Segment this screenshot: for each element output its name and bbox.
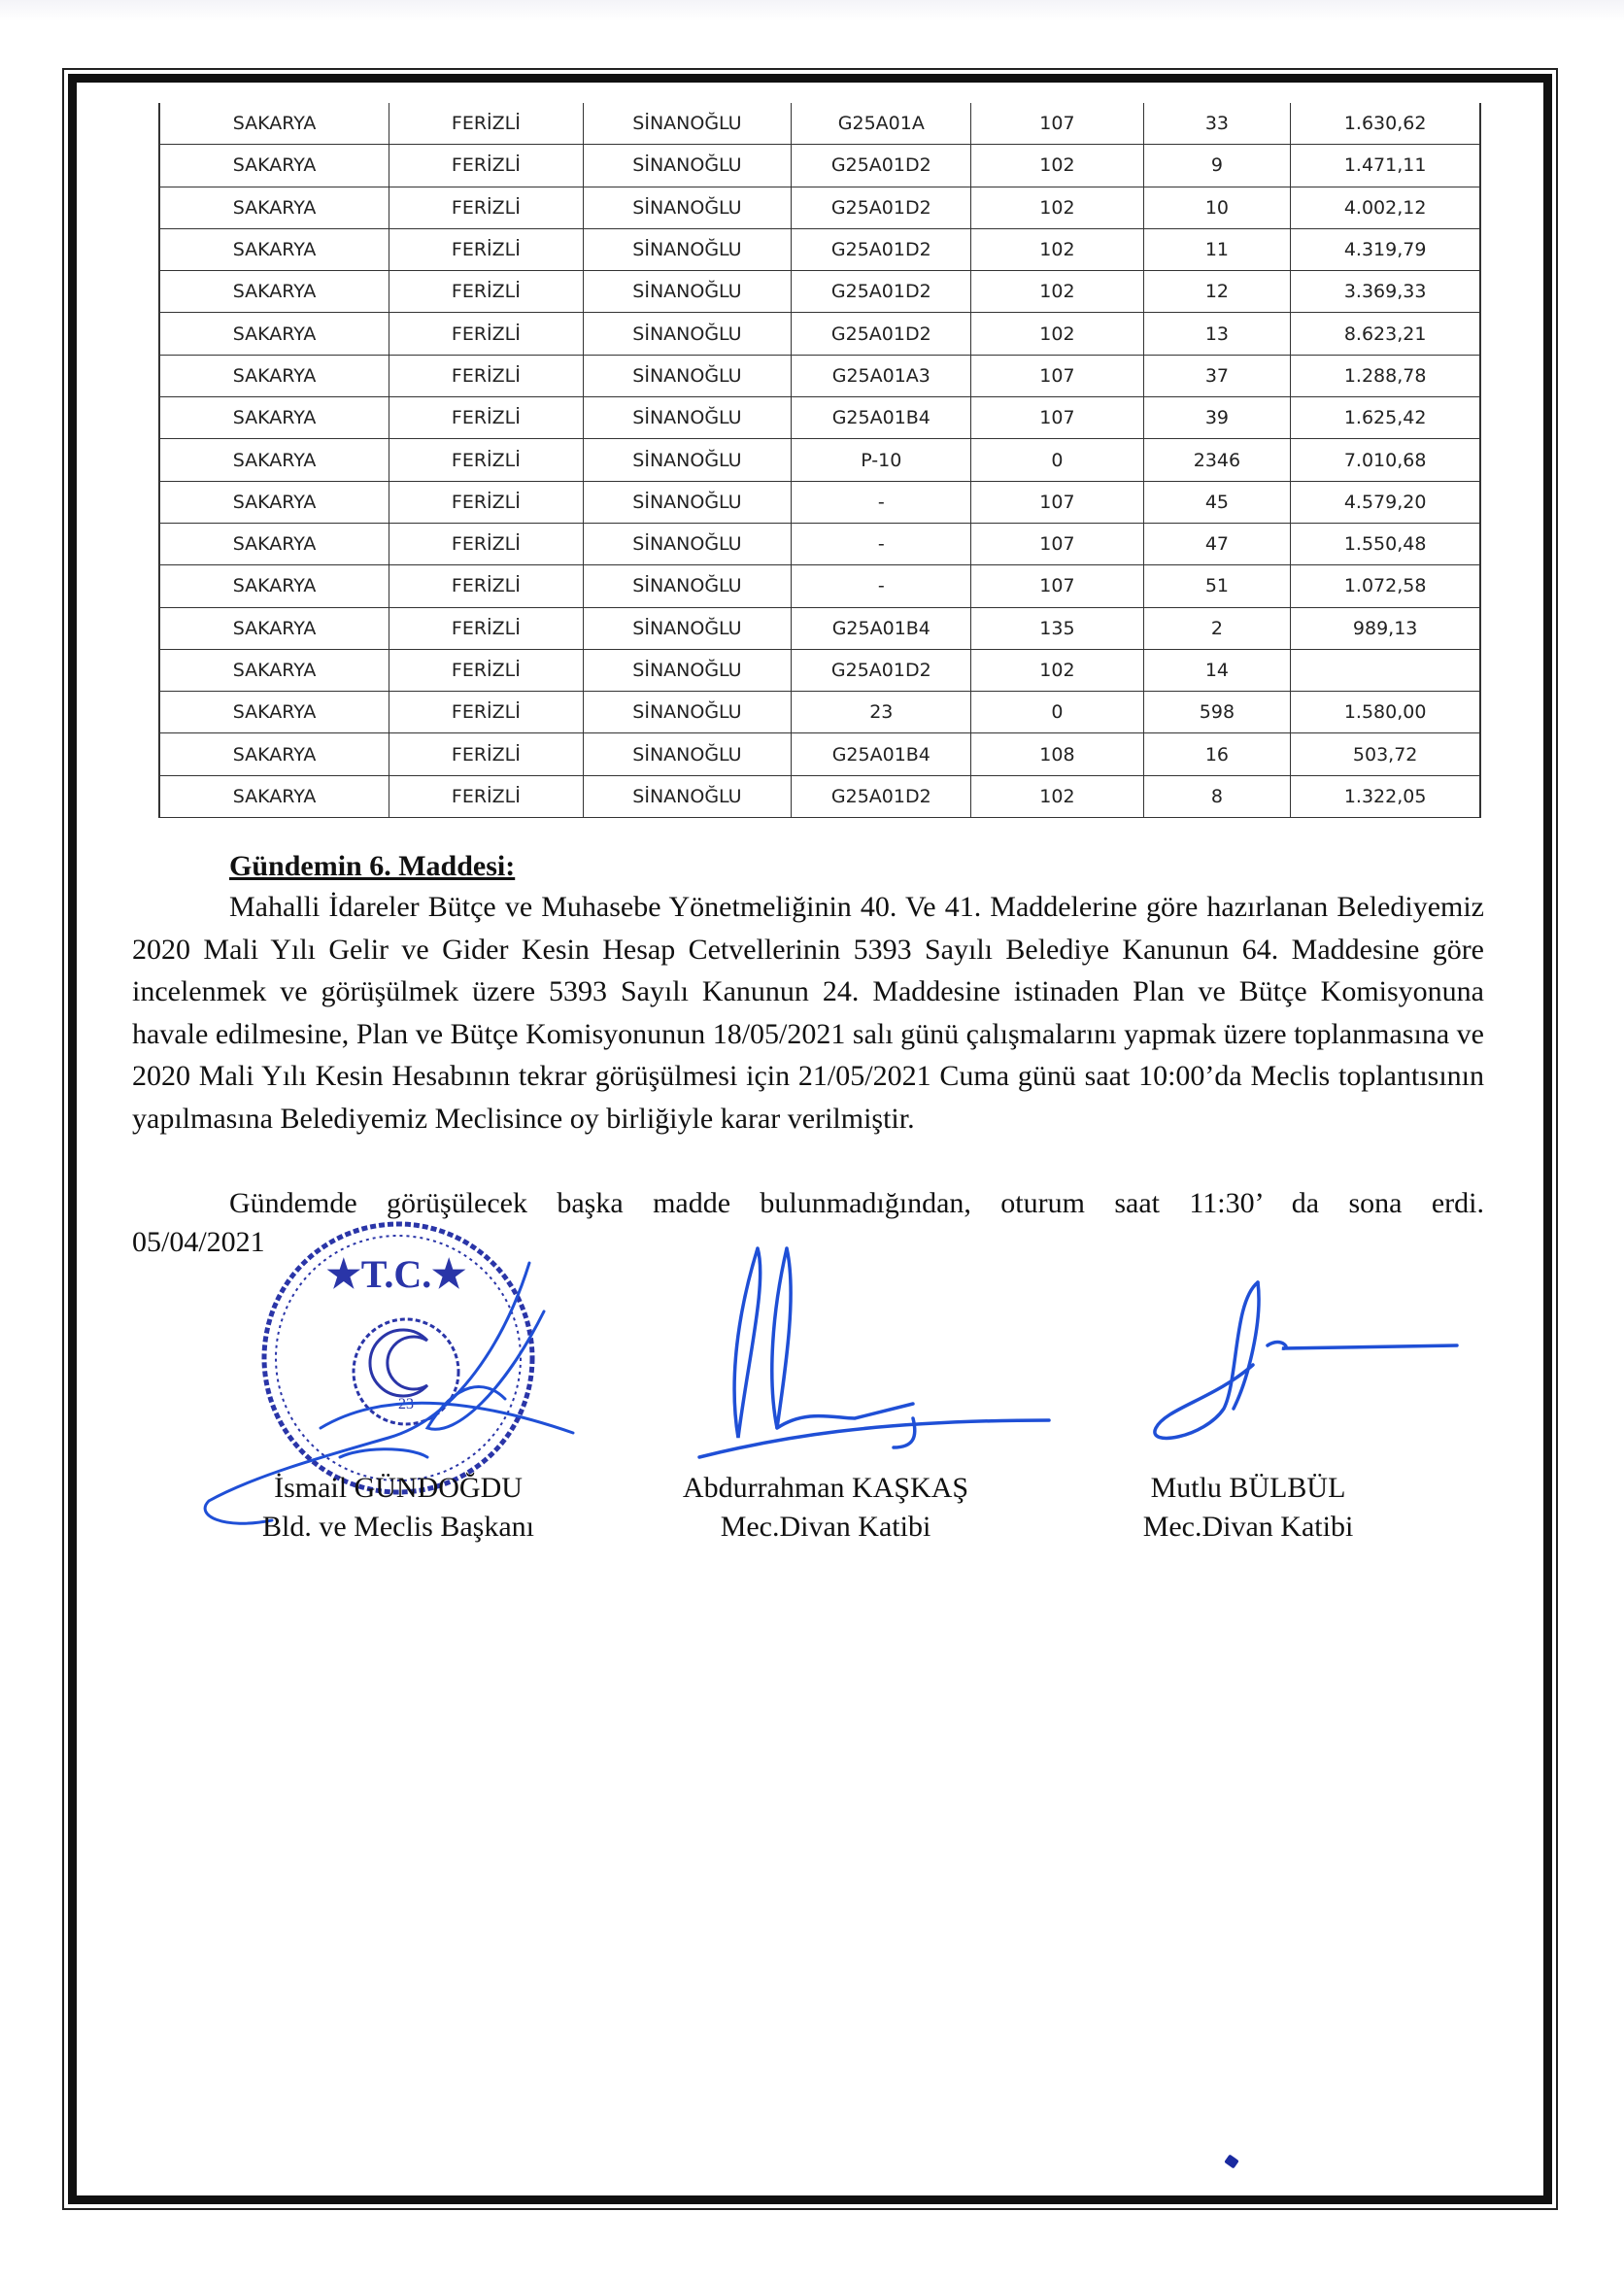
table-row: [159, 103, 1480, 145]
parcel-table-body: [159, 103, 1480, 818]
table-cell: 503,72: [1291, 733, 1480, 775]
table-cell: FERİZLİ: [389, 565, 583, 607]
signatory-mayor: [223, 1469, 573, 1547]
table-cell: 2: [1143, 607, 1291, 649]
table-cell: 0: [971, 439, 1143, 481]
agenda-section: [132, 847, 1484, 1225]
agenda-heading: Gündemin 6. Maddesi:: [229, 850, 516, 882]
table-cell: SAKARYA: [159, 397, 389, 439]
table-cell: FERİZLİ: [389, 733, 583, 775]
table-cell: 23: [792, 692, 971, 733]
table-cell: 107: [971, 397, 1143, 439]
table-row: [159, 733, 1480, 775]
table-cell: 1.471,11: [1291, 145, 1480, 187]
table-row: [159, 692, 1480, 733]
table-cell: G25A01A3: [792, 355, 971, 396]
table-cell: FERİZLİ: [389, 649, 583, 691]
table-cell: 102: [971, 228, 1143, 270]
table-cell: 1.580,00: [1291, 692, 1480, 733]
table-cell: 8: [1143, 775, 1291, 817]
table-cell: -: [792, 523, 971, 564]
signatory-title: Bld. ve Meclis Başkanı: [262, 1511, 534, 1543]
table-row: [159, 397, 1480, 439]
table-cell: G25A01B4: [792, 397, 971, 439]
signatory-name: İsmail GÜNDOĞDU: [274, 1472, 523, 1504]
table-cell: SİNANOĞLU: [583, 103, 792, 145]
table-cell: 989,13: [1291, 607, 1480, 649]
table-cell: 33: [1143, 103, 1291, 145]
table-cell: G25A01D2: [792, 187, 971, 228]
table-row: [159, 565, 1480, 607]
table-cell: SİNANOĞLU: [583, 271, 792, 313]
table-cell: 102: [971, 271, 1143, 313]
table-row: [159, 607, 1480, 649]
table-row: [159, 313, 1480, 355]
table-cell: 13: [1143, 313, 1291, 355]
table-cell: SİNANOĞLU: [583, 565, 792, 607]
table-row: [159, 271, 1480, 313]
table-cell: G25A01B4: [792, 733, 971, 775]
table-cell: 107: [971, 103, 1143, 145]
signatory-name: Abdurrahman KAŞKAŞ: [682, 1472, 969, 1504]
table-row: [159, 649, 1480, 691]
table-cell: FERİZLİ: [389, 103, 583, 145]
table-cell: FERİZLİ: [389, 355, 583, 396]
table-cell: G25A01D2: [792, 228, 971, 270]
table-cell: -: [792, 481, 971, 523]
table-cell: SAKARYA: [159, 775, 389, 817]
table-cell: 7.010,68: [1291, 439, 1480, 481]
table-row: [159, 228, 1480, 270]
table-cell: G25A01D2: [792, 145, 971, 187]
table-cell: FERİZLİ: [389, 607, 583, 649]
table-cell: FERİZLİ: [389, 187, 583, 228]
table-cell: 1.625,42: [1291, 397, 1480, 439]
agenda-body: Mahalli İdareler Bütçe ve Muhasebe Yönetmeliğinin 40. Ve 41. Maddelerine göre hazırlanan Belediyemiz 2020 Mali Yılı Gelir ve Gider Kesin Hesap Cetvellerinin 5393 Sayılı Belediye Kanunun 64. Maddesine göre incelenmek ve görüşülmek üzere 5393 Sayılı Kanunun 24. Maddesine istinaden Plan ve Bütçe Komisyonuna havale edilmesine, Plan ve Bütçe Komisyonunun 18/05/2021 salı günü çalışmalarını yapmak üzere toplanmasına ve 2020 Mali Yılı Kesin Hesabının tekrar görüşülmesi için 21/05/2021 Cuma günü saat 10:00’da Meclis toplantısının yapılmasına Belediyemiz Meclisince oy birliğiyle karar verilmiştir.: [132, 891, 1484, 1135]
table-cell: G25A01A: [792, 103, 971, 145]
table-row: [159, 481, 1480, 523]
table-cell: FERİZLİ: [389, 145, 583, 187]
signatory-title: Mec.Divan Katibi: [720, 1511, 931, 1543]
table-cell: FERİZLİ: [389, 692, 583, 733]
table-cell: FERİZLİ: [389, 228, 583, 270]
table-cell: SAKARYA: [159, 607, 389, 649]
table-cell: 102: [971, 775, 1143, 817]
table-cell: 1.288,78: [1291, 355, 1480, 396]
table-cell: 107: [971, 355, 1143, 396]
table-cell: 102: [971, 187, 1143, 228]
table-cell: SİNANOĞLU: [583, 733, 792, 775]
table-cell: SAKARYA: [159, 439, 389, 481]
table-cell: 4.319,79: [1291, 228, 1480, 270]
table-cell: SİNANOĞLU: [583, 228, 792, 270]
table-cell: 135: [971, 607, 1143, 649]
table-cell: 1.550,48: [1291, 523, 1480, 564]
table-cell: 102: [971, 313, 1143, 355]
table-cell: P-10: [792, 439, 971, 481]
table-cell: SİNANOĞLU: [583, 439, 792, 481]
table-cell: SAKARYA: [159, 103, 389, 145]
table-cell: G25A01D2: [792, 313, 971, 355]
table-cell: SAKARYA: [159, 523, 389, 564]
table-cell: SİNANOĞLU: [583, 355, 792, 396]
table-cell: G25A01B4: [792, 607, 971, 649]
table-cell: 8.623,21: [1291, 313, 1480, 355]
table-cell: SAKARYA: [159, 313, 389, 355]
table-row: [159, 439, 1480, 481]
table-cell: 45: [1143, 481, 1291, 523]
table-cell: SİNANOĞLU: [583, 649, 792, 691]
table-cell: 0: [971, 692, 1143, 733]
table-cell: FERİZLİ: [389, 439, 583, 481]
table-cell: SİNANOĞLU: [583, 775, 792, 817]
table-row: [159, 775, 1480, 817]
table-cell: 4.002,12: [1291, 187, 1480, 228]
table-cell: 107: [971, 565, 1143, 607]
table-cell: SAKARYA: [159, 145, 389, 187]
table-cell: -: [792, 565, 971, 607]
signatory-title: Mec.Divan Katibi: [1142, 1511, 1354, 1543]
table-cell: SAKARYA: [159, 649, 389, 691]
table-cell: SAKARYA: [159, 481, 389, 523]
table-cell: SİNANOĞLU: [583, 692, 792, 733]
table-cell: SAKARYA: [159, 355, 389, 396]
table-row: [159, 145, 1480, 187]
svg-text:23: 23: [398, 1396, 414, 1412]
table-cell: 16: [1143, 733, 1291, 775]
table-cell: FERİZLİ: [389, 271, 583, 313]
signatory-name: Mutlu BÜLBÜL: [1150, 1472, 1346, 1504]
table-cell: FERİZLİ: [389, 397, 583, 439]
table-cell: 14: [1143, 649, 1291, 691]
table-cell: SAKARYA: [159, 733, 389, 775]
svg-text:★T.C.★: ★T.C.★: [325, 1252, 467, 1296]
signatory-clerk-1: [660, 1469, 991, 1547]
table-cell: 51: [1143, 565, 1291, 607]
table-cell: SİNANOĞLU: [583, 481, 792, 523]
table-cell: G25A01D2: [792, 271, 971, 313]
table-cell: G25A01D2: [792, 649, 971, 691]
table-cell: 102: [971, 145, 1143, 187]
table-cell: FERİZLİ: [389, 523, 583, 564]
table-cell: 12: [1143, 271, 1291, 313]
table-cell: SİNANOĞLU: [583, 397, 792, 439]
table-cell: SİNANOĞLU: [583, 187, 792, 228]
table-cell: 107: [971, 481, 1143, 523]
table-cell: 1.322,05: [1291, 775, 1480, 817]
table-cell: SAKARYA: [159, 187, 389, 228]
table-cell: 11: [1143, 228, 1291, 270]
table-cell: FERİZLİ: [389, 313, 583, 355]
table-row: [159, 355, 1480, 396]
table-row: [159, 187, 1480, 228]
table-cell: 10: [1143, 187, 1291, 228]
table-cell: 1.072,58: [1291, 565, 1480, 607]
table-cell: SİNANOĞLU: [583, 607, 792, 649]
table-cell: FERİZLİ: [389, 775, 583, 817]
parcel-table: [158, 103, 1481, 818]
table-cell: [1291, 649, 1480, 691]
table-cell: SAKARYA: [159, 565, 389, 607]
closing-statement: Gündemde görüşülecek başka madde bulunmadığından, oturum saat 11:30’ da sona erdi.: [229, 1187, 1484, 1219]
table-cell: 47: [1143, 523, 1291, 564]
table-cell: SAKARYA: [159, 271, 389, 313]
table-cell: G25A01D2: [792, 775, 971, 817]
table-cell: 9: [1143, 145, 1291, 187]
table-cell: SİNANOĞLU: [583, 313, 792, 355]
table-cell: 37: [1143, 355, 1291, 396]
scan-edge: [0, 0, 1624, 21]
table-cell: FERİZLİ: [389, 481, 583, 523]
table-row: [159, 523, 1480, 564]
table-cell: 102: [971, 649, 1143, 691]
table-cell: 39: [1143, 397, 1291, 439]
table-cell: 598: [1143, 692, 1291, 733]
meeting-date: 05/04/2021: [132, 1226, 265, 1258]
table-cell: SİNANOĞLU: [583, 145, 792, 187]
table-cell: 2346: [1143, 439, 1291, 481]
signatory-clerk-2: [1102, 1469, 1394, 1547]
table-cell: SAKARYA: [159, 692, 389, 733]
table-cell: 1.630,62: [1291, 103, 1480, 145]
table-cell: 107: [971, 523, 1143, 564]
table-cell: SAKARYA: [159, 228, 389, 270]
table-cell: 3.369,33: [1291, 271, 1480, 313]
table-cell: 108: [971, 733, 1143, 775]
table-cell: SİNANOĞLU: [583, 523, 792, 564]
table-cell: 4.579,20: [1291, 481, 1480, 523]
